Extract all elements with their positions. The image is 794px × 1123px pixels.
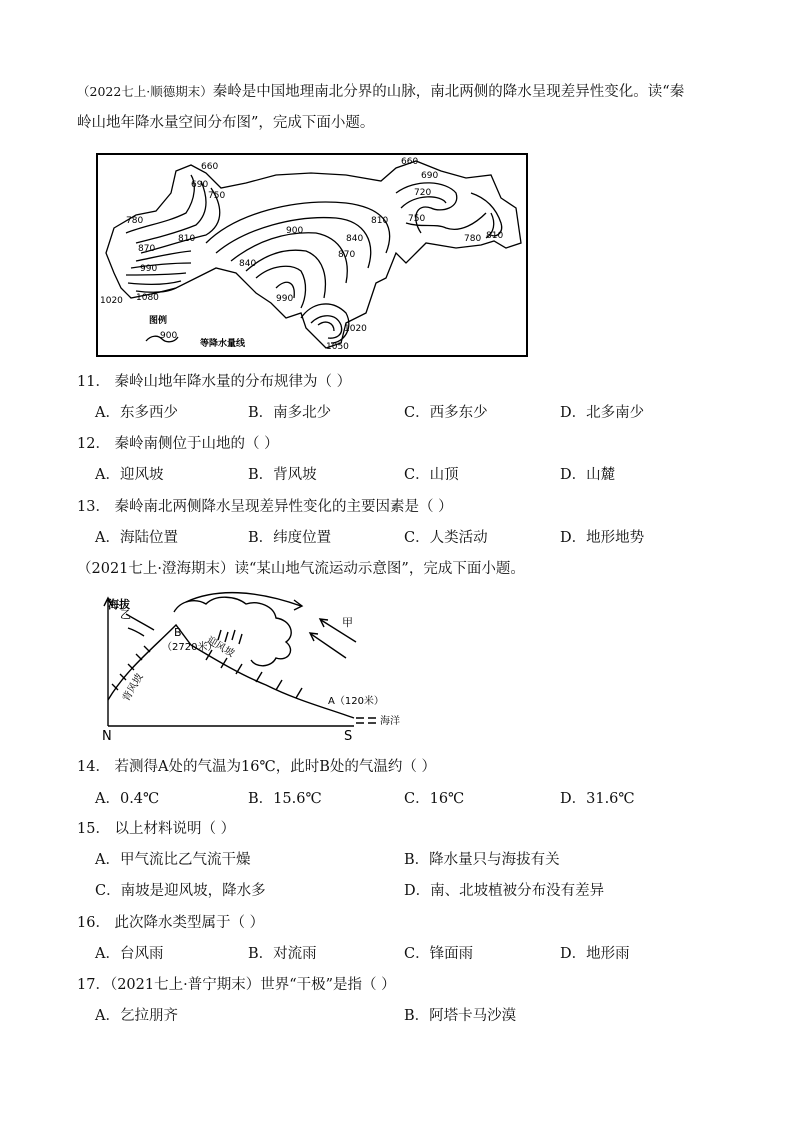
q14-option-c[interactable]: C．16℃ xyxy=(404,791,465,807)
map1-label: 990 xyxy=(140,264,158,274)
fig2-jia-label: 甲 xyxy=(342,616,353,629)
map1-label: 780 xyxy=(126,216,144,226)
q14-option-d[interactable]: D．31.6℃ xyxy=(560,791,635,807)
map1-label: 900 xyxy=(286,226,304,236)
mountain-airflow-diagram xyxy=(96,590,426,742)
fig2-windward-label: 迎风坡 xyxy=(204,635,236,660)
q14-option-b[interactable]: B．15.6℃ xyxy=(248,791,322,807)
map1-label: 690 xyxy=(191,180,209,190)
q17-option-b[interactable]: B．阿塔卡马沙漠 xyxy=(404,1008,517,1024)
q15-stem: 15． 以上材料说明（ ） xyxy=(77,821,236,837)
map1-label: 750 xyxy=(408,214,426,224)
q15-option-c[interactable]: C．南坡是迎风坡，降水多 xyxy=(95,883,266,899)
fig2-b-label: B xyxy=(174,626,182,639)
map1-label: 990 xyxy=(276,294,294,304)
q16-stem: 16． 此次降水类型属于（ ） xyxy=(77,915,265,931)
q12-option-a[interactable]: A．迎风坡 xyxy=(95,467,164,483)
q13-option-b[interactable]: B．纬度位置 xyxy=(248,530,332,546)
q11-option-d[interactable]: D．北多南少 xyxy=(560,405,645,421)
intro1-line1 xyxy=(77,82,684,102)
q11-option-b[interactable]: B．南多北少 xyxy=(248,405,332,421)
q12-option-b[interactable]: B．背风坡 xyxy=(248,467,317,483)
fig2-north-label: N xyxy=(102,729,112,742)
q15-option-a[interactable]: A．甲气流比乙气流干燥 xyxy=(95,852,251,868)
map1-label: 660 xyxy=(201,162,219,172)
q14-stem: 14． 若测得A处的气温为16℃，此时B处的气温约（ ） xyxy=(77,759,436,775)
fig2-leeward-label: 背风坡 xyxy=(121,672,146,704)
fig2-yi-label: 乙 xyxy=(120,608,131,621)
map1-label: 840 xyxy=(346,234,364,244)
q12-option-d[interactable]: D．山麓 xyxy=(560,467,616,483)
q13-stem: 13． 秦岭南北两侧降水呈现差异性变化的主要因素是（ ） xyxy=(77,499,453,515)
map1-label: 750 xyxy=(208,191,226,201)
q17-option-a[interactable]: A．乞拉朋齐 xyxy=(95,1008,178,1024)
intro1-text1: 秦岭是中国地理南北分界的山脉，南北两侧的降水呈现差异性变化。读“秦 xyxy=(212,84,685,100)
map1-label: 690 xyxy=(421,171,439,181)
fig2-b-height: （2720米） xyxy=(162,642,218,653)
q16-option-b[interactable]: B．对流雨 xyxy=(248,946,317,962)
map1-label: 1050 xyxy=(326,342,349,352)
map1-label: 810 xyxy=(486,231,504,241)
fig2-altitude-label: 海拔 xyxy=(108,598,130,611)
map1-label: 1080 xyxy=(136,293,159,303)
q11-option-c[interactable]: C．西多东少 xyxy=(404,405,488,421)
q12-stem: 12． 秦岭南侧位于山地的（ ） xyxy=(77,436,279,452)
map1-label: 870 xyxy=(338,250,356,260)
fig2-south-label: S xyxy=(344,729,353,742)
q13-option-c[interactable]: C．人类活动 xyxy=(404,530,488,546)
map1-label: 1020 xyxy=(344,324,367,334)
q13-option-a[interactable]: A．海陆位置 xyxy=(95,530,178,546)
map1-label: 720 xyxy=(414,188,432,198)
q17-stem: 17．（2021七上·普宁期末）世界“干极”是指（ ） xyxy=(77,977,396,993)
map1-label: 870 xyxy=(138,244,156,254)
map1-label: 810 xyxy=(371,216,389,226)
map1-legend-title: 图例 xyxy=(149,316,168,326)
map1-label: 1020 xyxy=(100,296,123,306)
qinling-precipitation-map xyxy=(96,153,528,357)
q16-option-a[interactable]: A．台风雨 xyxy=(95,946,164,962)
map1-label: 840 xyxy=(239,259,257,269)
fig2-ocean-label: 海洋 xyxy=(380,716,400,727)
map1-label: 810 xyxy=(178,234,196,244)
intro1-line2: 岭山地年降水量空间分布图”，完成下面小题。 xyxy=(77,115,375,131)
q11-option-a[interactable]: A．东多西少 xyxy=(95,405,178,421)
q15-option-d[interactable]: D．南、北坡植被分布没有差异 xyxy=(404,883,605,899)
intro1-source: （2022七上·顺德期末） xyxy=(77,84,213,99)
intro2: （2021七上·澄海期末）读“某山地气流运动示意图”，完成下面小题。 xyxy=(77,561,525,577)
fig2-a-label: A（120米） xyxy=(328,696,384,707)
map1-legend-text: 等降水量线 xyxy=(200,339,246,349)
q14-option-a[interactable]: A．0.4℃ xyxy=(95,791,160,807)
q11-stem: 11． 秦岭山地年降水量的分布规律为（ ） xyxy=(77,374,352,390)
q16-option-d[interactable]: D．地形雨 xyxy=(560,946,630,962)
q16-option-c[interactable]: C．锋面雨 xyxy=(404,946,474,962)
q15-option-b[interactable]: B．降水量只与海拔有关 xyxy=(404,852,560,868)
q13-option-d[interactable]: D．地形地势 xyxy=(560,530,645,546)
map1-legend-value: 900 xyxy=(160,331,178,341)
map1-label: 660 xyxy=(401,157,419,167)
q12-option-c[interactable]: C．山顶 xyxy=(404,467,459,483)
map1-label: 780 xyxy=(464,234,482,244)
